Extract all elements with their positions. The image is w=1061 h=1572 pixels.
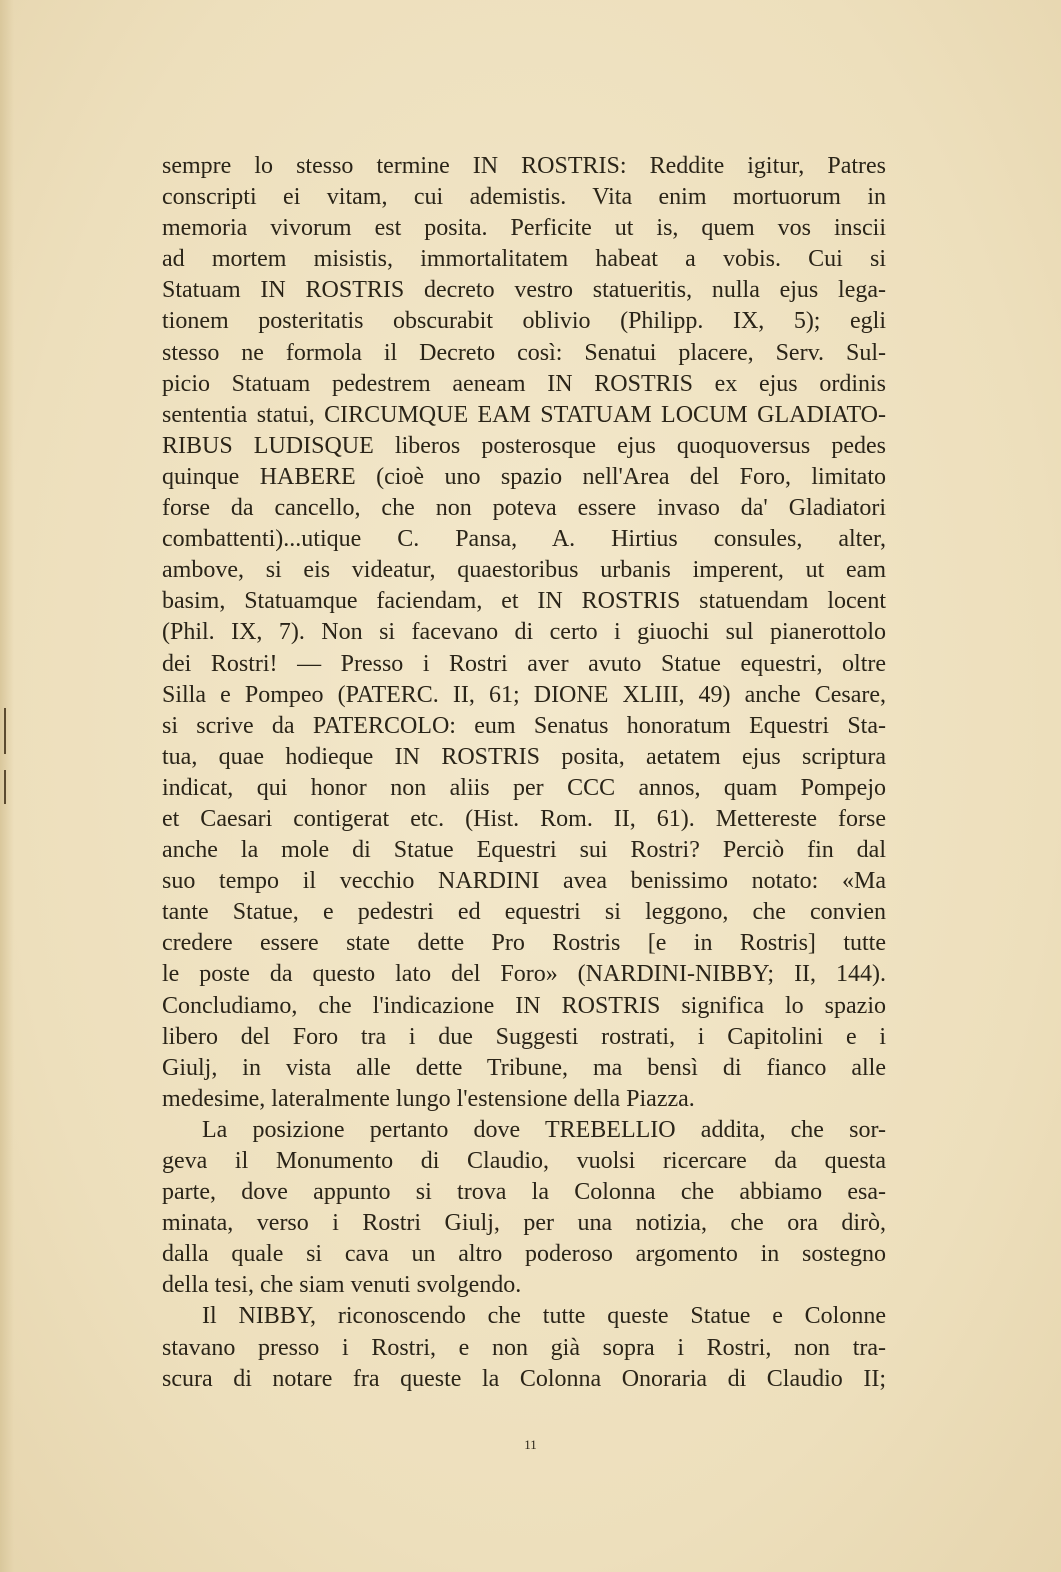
text-line: picio Statuam pedestrem aeneam IN ROSTRIS ex ejus ordinis [162,370,886,397]
margin-mark [4,708,6,754]
text-line: tante Statue, e pedestri ed equestri si leggono, che convien [162,899,886,926]
text-line: libero del Foro tra i due Suggesti rostrati, i Capitolini e i [162,1023,886,1050]
text-line: memoria vivorum est posita. Perficite ut is, quem vos inscii [162,215,886,242]
text-line: le poste da questo lato del Foro» (NARDINI-NIBBY; II, 144). [162,961,886,988]
text-line: stavano presso i Rostri, e non già sopra i Rostri, non tra- [162,1334,886,1361]
text-line: medesime, lateralmente lungo l'estensione della Piazza. [162,1085,695,1112]
page-number: 11 [524,1437,537,1452]
text-line: minata, verso i Rostri Giulj, per una notizia, che ora dirò, [162,1210,886,1237]
text-line: tionem posteritatis obscurabit oblivio (Philipp. IX, 5); egli [162,308,886,335]
text-line: si scrive da PATERCOLO: eum Senatus honoratum Equestri Sta- [162,712,886,739]
text-line: RIBUS LUDISQUE liberos posterosque ejus quoquoversus pedes [162,432,886,459]
text-line: tua, quae hodieque IN ROSTRIS posita, aetatem ejus scriptura [162,743,886,770]
text-line: forse da cancello, che non poteva essere invaso da' Gladiatori [162,495,886,522]
body-text [162,151,886,1395]
text-line: Giulj, in vista alle dette Tribune, ma bensì di fianco alle [162,1054,886,1081]
text-line: Statuam IN ROSTRIS decreto vestro statueritis, nulla ejus lega- [162,277,886,304]
text-line: stesso ne formola il Decreto così: Senatui placere, Serv. Sul- [162,339,886,366]
text-line: quinque HABERE (cioè uno spazio nell'Area del Foro, limitato [162,463,886,490]
text-line: Silla e Pompeo (PATERC. II, 61; DIONE XLIII, 49) anche Cesare, [162,681,886,708]
text-line: (Phil. IX, 7). Non si facevano di certo i giuochi sul pianerottolo [162,619,886,646]
text-line: credere essere state dette Pro Rostris [e in Rostris] tutte [162,930,886,957]
text-line: geva il Monumento di Claudio, vuolsi ricercare da questa [162,1148,886,1174]
text-line: anche la mole di Statue Equestri sui Rostri? Perciò fin dal [162,837,886,864]
text-line: dalla quale si cava un altro poderoso argomento in sostegno [162,1241,886,1268]
text-line: La posizione pertanto dove TREBELLIO addita, che sor- [202,1116,886,1143]
text-line: scura di notare fra queste la Colonna Onoraria di Claudio II; [162,1365,886,1392]
text-line: Concludiamo, che l'indicazione IN ROSTRIS significa lo spazio [162,992,886,1019]
text-line: della tesi, che siam venuti svolgendo. [162,1272,522,1299]
text-line: conscripti ei vitam, cui ademistis. Vita enim mortuorum in [162,184,886,211]
text-line: sententia statui, CIRCUMQUE EAM STATUAM LOCUM GLADIATO- [162,401,886,428]
text-line: indicat, qui honor non aliis per CCC annos, quam Pompejo [162,774,886,801]
margin-mark [4,770,6,804]
text-line: Il NIBBY, riconoscendo che tutte queste Statue e Colonne [202,1303,886,1330]
text-line: dei Rostri! — Presso i Rostri aver avuto Statue equestri, oltre [162,650,886,677]
text-line: parte, dove appunto si trova la Colonna che abbiamo esa- [162,1179,886,1206]
text-line: suo tempo il vecchio NARDINI avea benissimo notato: «Ma [162,868,886,895]
text-line: ad mortem misistis, immortalitatem habeat a vobis. Cui si [162,246,886,273]
text-line: ambove, si eis videatur, quaestoribus urbanis imperent, ut eam [162,557,886,584]
text-line: et Caesari contigerat etc. (Hist. Rom. II, 61). Mettereste forse [162,805,886,832]
text-line: combattenti)...utique C. Pansa, A. Hirtius consules, alter, [162,526,886,553]
text-line: basim, Statuamque faciendam, et IN ROSTRIS statuendam locent [162,588,886,615]
page-edge-shadow [0,0,14,1572]
text-line: sempre lo stesso termine IN ROSTRIS: Reddite igitur, Patres [162,153,886,179]
